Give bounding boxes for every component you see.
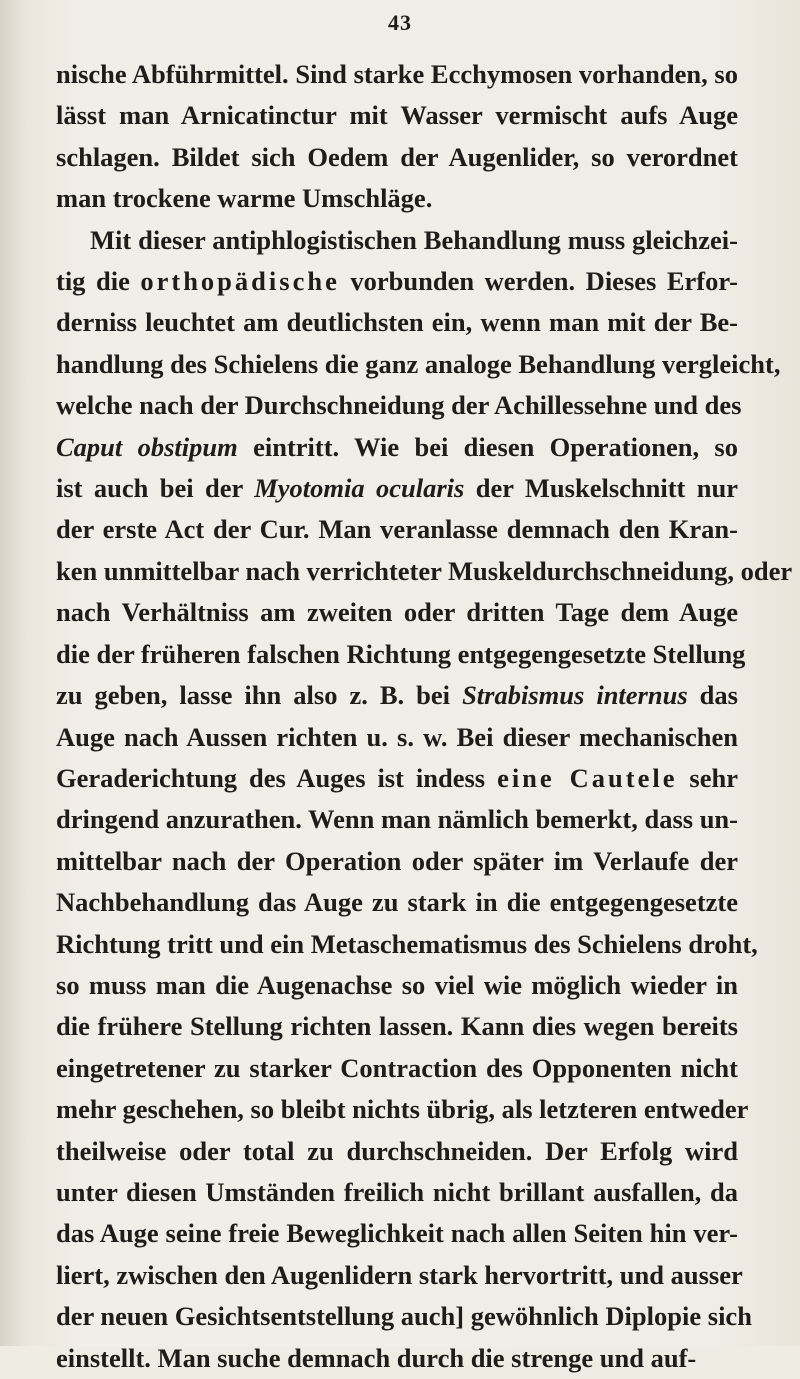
text-line: dringend anzurathen. Wenn man nämlich bemerkt, dass un-: [56, 804, 738, 835]
text-line: das Auge seine freie Beweglichkeit nach allen Seiten hin ver-: [56, 1218, 738, 1249]
text-line: welche nach der Durchschneidung der Achillessehne und des: [56, 390, 742, 421]
text-line: derniss leuchtet am deutlichsten ein, wenn man mit der Be-: [56, 307, 738, 338]
emphasis-italic: Strabismus internus: [462, 680, 688, 711]
text-line: [56, 427, 738, 468]
text-segment: das: [687, 680, 738, 711]
text-line: so muss man die Augenachse so viel wie möglich wieder in: [56, 969, 738, 1000]
text-line: Mit dieser antiphlogistischen Behandlung muss gleichzei-: [90, 224, 738, 255]
text-line: [56, 758, 738, 799]
text-line: lässt man Arnicatinctur mit Wasser vermischt aufs Auge: [56, 100, 738, 131]
text-line: handlung des Schielens die ganz analoge Behandlung vergleicht,: [56, 348, 781, 379]
text-line: mittelbar nach der Operation oder später im Verlaufe der: [56, 845, 738, 876]
text-line: ken unmittelbar nach verrichteter Muskeldurchschneidung, oder: [56, 555, 793, 586]
text-line: der neuen Gesichtsentstellung auch] gewöhnlich Diplopie sich: [56, 1301, 752, 1332]
emphasis-spaced: eine Cautele: [497, 762, 678, 793]
text-segment: zu geben, lasse ihn also z. B. bei: [56, 680, 463, 711]
text-line: mehr geschehen, so bleibt nichts übrig, als letzteren entweder: [56, 1094, 749, 1125]
text-segment: tig die: [56, 266, 141, 297]
emphasis-spaced: orthopädische: [140, 266, 340, 297]
text-segment: ist auch bei der: [56, 473, 255, 504]
text-line: Nachbehandlung das Auge zu stark in die entgegengesetzte: [56, 887, 738, 918]
emphasis-italic: Myotomia ocularis: [254, 473, 465, 504]
text-line: [56, 261, 738, 302]
text-line: der erste Act der Cur. Man veranlasse demnach den Kran-: [56, 514, 738, 545]
text-line: die der früheren falschen Richtung entgegengesetzte Stellung: [56, 638, 746, 669]
text-segment: eintritt. Wie bei diesen Operationen, so: [237, 431, 738, 462]
page-number: 43: [388, 10, 412, 35]
body-text: [56, 54, 793, 1379]
text-line: nische Abführmittel. Sind starke Ecchymosen vorhanden, so: [56, 59, 738, 89]
text-segment: Geraderichtung des Auges ist indess: [56, 762, 498, 793]
text-line: einstellt. Man suche demnach durch die strenge und auf-: [56, 1342, 697, 1373]
emphasis-italic: Caput obstipum: [56, 431, 238, 462]
text-line: die frühere Stellung richten lassen. Kann dies wegen bereits: [56, 1011, 738, 1042]
text-line: theilweise oder total zu durchschneiden. Der Erfolg wird: [56, 1135, 738, 1166]
text-line: Auge nach Aussen richten u. s. w. Bei dieser mechanischen: [56, 721, 738, 752]
text-line: Richtung tritt und ein Metaschematismus des Schielens droht,: [56, 928, 758, 959]
text-segment: sehr: [677, 762, 738, 793]
text-line: schlagen. Bildet sich Oedem der Augenlider, so verordnet: [56, 141, 738, 172]
text-segment: vorbunden werden. Dieses Erfor-: [339, 266, 738, 297]
text-line: [56, 675, 738, 716]
text-line: liert, zwischen den Augenlidern stark hervortritt, und ausser: [56, 1259, 743, 1290]
text-line: [56, 468, 738, 509]
text-segment: der Muskelschnitt nur: [464, 473, 739, 504]
text-line: man trockene warme Umschläge.: [56, 183, 433, 214]
text-line: nach Verhältniss am zweiten oder dritten Tage dem Auge: [56, 597, 738, 628]
text-line: eingetretener zu starker Contraction des Opponenten nicht: [56, 1052, 738, 1083]
text-line: unter diesen Umständen freilich nicht brillant ausfallen, da: [56, 1176, 738, 1207]
